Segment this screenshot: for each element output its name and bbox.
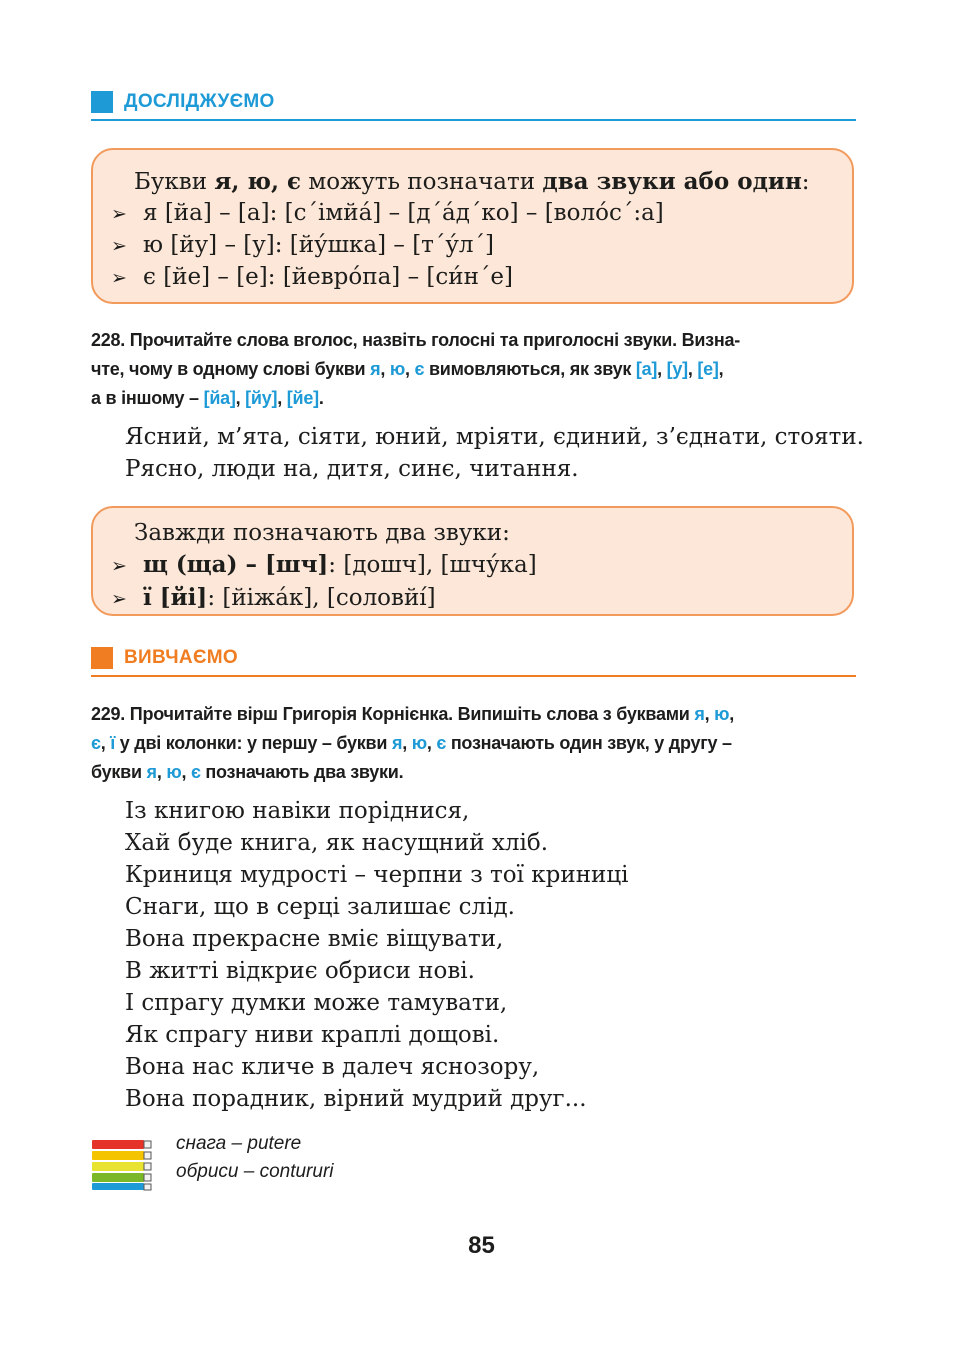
blue-square-icon bbox=[91, 91, 113, 113]
rule-item: ➢ ї [йі]: [йіжа́к], [соловйі́] bbox=[93, 582, 852, 615]
rule-box-letters bbox=[91, 148, 854, 304]
poem-line: Вона порадник, вірний мудрий друг... bbox=[125, 1086, 587, 1112]
rule-intro: Завжди позначають два звуки: bbox=[134, 520, 510, 546]
poem bbox=[125, 795, 629, 1115]
arrow-bullet-icon: ➢ bbox=[111, 235, 127, 257]
vocabulary-entry: обриси – contururi bbox=[176, 1161, 334, 1182]
arrow-bullet-icon: ➢ bbox=[111, 588, 127, 610]
page-number: 85 bbox=[468, 1232, 495, 1259]
section-divider bbox=[91, 675, 856, 677]
rule-item: ➢ я [йа] – [а]: [с´імйа́] – [д´а́д´ко] – [воло́с´:а] bbox=[93, 198, 852, 230]
poem-line: Із книгою навіки поріднися, bbox=[125, 798, 470, 824]
rule-item: ➢ є [йе] – [е]: [йевро́па] – [си́н´е] bbox=[93, 262, 852, 294]
section-title: ВИВЧАЄМО bbox=[124, 647, 238, 668]
poem-line: Вона нас кличе в далеч яснозору, bbox=[125, 1054, 540, 1080]
section-title: ДОСЛІДЖУЄМО bbox=[124, 91, 275, 112]
poem-line: І спрагу думки може тамувати, bbox=[125, 990, 508, 1016]
orange-square-icon bbox=[91, 647, 113, 669]
vocabulary-list bbox=[176, 1130, 334, 1186]
rule-item: ➢ ю [йу] – [у]: [йу́шка] – [т´у́л´] bbox=[93, 230, 852, 262]
rule-intro: Букви я, ю, є можуть позначати два звуки або один: bbox=[134, 168, 810, 195]
word-list bbox=[125, 421, 864, 485]
word-line: Ясний, м’ята, сіяти, юний, мріяти, єдиний, з’єднати, стояти. bbox=[125, 424, 864, 450]
poem-line: Снаги, що в серці залишає слід. bbox=[125, 894, 515, 920]
poem-line: Як спрагу ниви краплі дощові. bbox=[125, 1022, 500, 1048]
word-line: Рясно, люди на, дитя, синє, читання. bbox=[125, 456, 579, 482]
poem-line: В житті відкриє обриси нові. bbox=[125, 958, 475, 984]
poem-line: Вона прекрасне вміє віщувати, bbox=[125, 926, 504, 952]
arrow-bullet-icon: ➢ bbox=[111, 267, 127, 289]
books-stack-icon bbox=[91, 1138, 153, 1192]
poem-line: Хай буде книга, як насущний хліб. bbox=[125, 830, 549, 856]
task-229: 229. Прочитайте вірш Григорія Корнієнка. Випишіть слова з буквами я, ю, є, ї у дві колонки: у першу – букви я, ю, є позначають один звук, у другу – букви я, ю, є позначають два звуки. bbox=[91, 704, 735, 782]
arrow-bullet-icon: ➢ bbox=[111, 203, 127, 225]
vocabulary-entry: снага – putere bbox=[176, 1133, 302, 1154]
task-228: 228. Прочитайте слова вголос, назвіть голосні та приголосні звуки. Визна- чте, чому в одному слові букви я, ю, є вимовляються, як звук [а], [у], [е], а в іншому – [йа], [йу], [йе]. bbox=[91, 330, 740, 408]
arrow-bullet-icon: ➢ bbox=[111, 555, 127, 577]
rule-box-two-sounds bbox=[91, 506, 854, 616]
section-divider bbox=[91, 119, 856, 121]
poem-line: Криниця мудрості – черпни з тої криниці bbox=[125, 862, 629, 888]
section-header-study bbox=[91, 643, 856, 673]
rule-item: ➢ щ (ща) – [шч]: [дошч], [шчу́ка] bbox=[93, 549, 852, 582]
section-header-explore bbox=[91, 87, 856, 117]
